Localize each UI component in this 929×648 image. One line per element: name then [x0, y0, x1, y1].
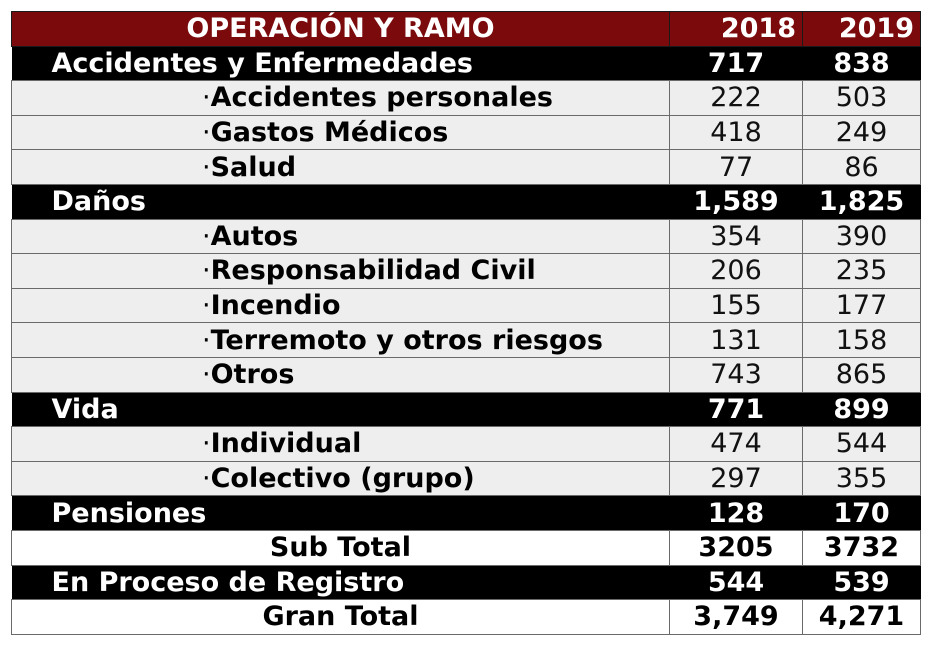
row-label: [12, 115, 670, 150]
value-2019: 503: [803, 81, 921, 116]
value-2018: 222: [670, 81, 803, 116]
row-label-text: Vida: [51, 393, 119, 425]
value-2018: 717: [670, 46, 803, 81]
row-label: [12, 565, 670, 600]
bullet-dot-icon: ·: [202, 220, 211, 252]
value-2018: 128: [670, 496, 803, 531]
row-label: [12, 323, 670, 358]
row-label-text: Terremoto y otros riesgos: [210, 324, 603, 356]
row-label-text: Individual: [210, 428, 362, 460]
category-row: [12, 184, 921, 219]
value-2019: 170: [803, 496, 921, 531]
row-label-text: Responsabilidad Civil: [210, 255, 536, 287]
insurance-table: [11, 11, 921, 635]
row-label-text: En Proceso de Registro: [51, 566, 405, 598]
value-2018: 77: [670, 150, 803, 185]
row-label: [12, 530, 670, 565]
subcategory-row: [12, 219, 921, 254]
value-2019: 539: [803, 565, 921, 600]
bullet-dot-icon: ·: [202, 255, 211, 287]
row-label: [12, 357, 670, 392]
value-2018: 155: [670, 288, 803, 323]
header-operation-label: OPERACIÓN Y RAMO: [12, 12, 670, 47]
row-label-text: Accidentes personales: [210, 82, 553, 114]
row-label-text: Gastos Médicos: [210, 117, 449, 149]
category-row: [12, 565, 921, 600]
value-2019: 158: [803, 323, 921, 358]
value-2019: 235: [803, 254, 921, 289]
value-2018: 3,749: [670, 600, 803, 635]
row-label: [12, 184, 670, 219]
subcategory-row: [12, 150, 921, 185]
header-year-2018: 2018: [670, 12, 803, 47]
value-2019: 544: [803, 427, 921, 462]
bullet-dot-icon: ·: [202, 151, 211, 183]
subcategory-row: [12, 461, 921, 496]
value-2018: 354: [670, 219, 803, 254]
row-label-text: Daños: [51, 186, 146, 218]
value-2019: 86: [803, 150, 921, 185]
value-2019: 249: [803, 115, 921, 150]
total-row: [12, 530, 921, 565]
value-2019: 3732: [803, 530, 921, 565]
value-2019: 838: [803, 46, 921, 81]
category-row: [12, 46, 921, 81]
value-2019: 355: [803, 461, 921, 496]
row-label-text: Salud: [210, 151, 297, 183]
bullet-dot-icon: ·: [202, 117, 211, 149]
row-label-text: Incendio: [210, 290, 341, 322]
value-2018: 1,589: [670, 184, 803, 219]
value-2018: 743: [670, 357, 803, 392]
category-row: [12, 392, 921, 427]
subcategory-row: [12, 323, 921, 358]
row-label: [12, 46, 670, 81]
row-label-text: Colectivo (grupo): [210, 463, 475, 495]
row-label-text: Otros: [210, 359, 295, 391]
bullet-dot-icon: ·: [202, 359, 211, 391]
row-label: [12, 150, 670, 185]
bullet-dot-icon: ·: [202, 324, 211, 356]
row-label: [12, 427, 670, 462]
value-2018: 3205: [670, 530, 803, 565]
bullet-dot-icon: ·: [202, 428, 211, 460]
value-2018: 544: [670, 565, 803, 600]
header-year-2019: 2019: [803, 12, 921, 47]
value-2019: 865: [803, 357, 921, 392]
value-2019: 1,825: [803, 184, 921, 219]
table-header-row: [12, 12, 921, 47]
row-label: [12, 81, 670, 116]
total-row: [12, 600, 921, 635]
row-label: [12, 392, 670, 427]
bullet-dot-icon: ·: [202, 463, 211, 495]
value-2018: 131: [670, 323, 803, 358]
row-label: [12, 288, 670, 323]
subcategory-row: [12, 427, 921, 462]
value-2019: 899: [803, 392, 921, 427]
row-label-text: Autos: [210, 220, 299, 252]
bullet-dot-icon: ·: [202, 290, 211, 322]
value-2018: 297: [670, 461, 803, 496]
row-label: [12, 461, 670, 496]
value-2019: 4,271: [803, 600, 921, 635]
value-2019: 177: [803, 288, 921, 323]
value-2018: 206: [670, 254, 803, 289]
value-2018: 418: [670, 115, 803, 150]
value-2019: 390: [803, 219, 921, 254]
row-label: [12, 600, 670, 635]
subcategory-row: [12, 115, 921, 150]
row-label: [12, 219, 670, 254]
row-label: [12, 254, 670, 289]
row-label-text: Gran Total: [262, 601, 419, 633]
value-2018: 771: [670, 392, 803, 427]
row-label-text: Pensiones: [51, 497, 207, 529]
subcategory-row: [12, 81, 921, 116]
subcategory-row: [12, 254, 921, 289]
category-row: [12, 496, 921, 531]
subcategory-row: [12, 357, 921, 392]
row-label-text: Accidentes y Enfermedades: [51, 47, 473, 79]
value-2018: 474: [670, 427, 803, 462]
bullet-dot-icon: ·: [202, 82, 211, 114]
subcategory-row: [12, 288, 921, 323]
row-label: [12, 496, 670, 531]
row-label-text: Sub Total: [269, 532, 412, 564]
